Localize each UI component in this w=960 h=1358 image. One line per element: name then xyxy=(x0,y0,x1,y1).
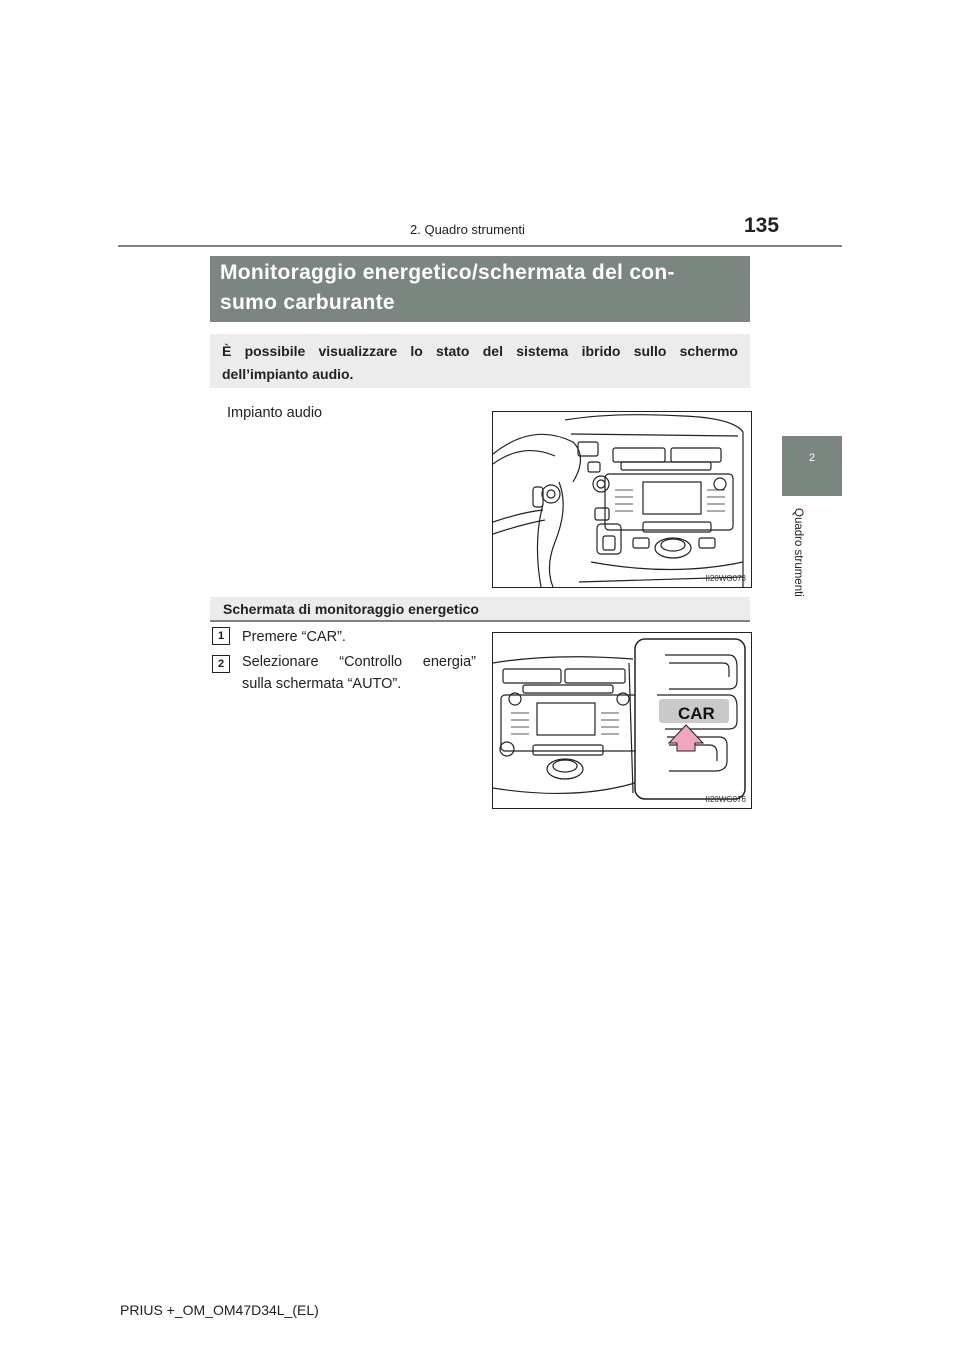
figure2-code: II20WG076 xyxy=(705,795,746,804)
car-button-label: CAR xyxy=(678,704,715,723)
audio-system-illustration xyxy=(492,411,752,588)
footer-document-code: PRIUS +_OM_OM47D34L_(EL) xyxy=(120,1302,319,1318)
header-divider xyxy=(118,245,842,247)
chapter-tab-label-text: Quadro strumenti xyxy=(792,508,804,597)
chapter-tab-number: 2 xyxy=(808,452,816,464)
dashboard-drawing xyxy=(493,412,751,587)
running-header-section: 2. Quadro strumenti xyxy=(410,222,525,237)
chapter-tab xyxy=(782,436,842,496)
section-title xyxy=(210,256,750,322)
step-text-1: Premere “CAR”. xyxy=(242,629,346,645)
step-number-2: 2 xyxy=(212,655,230,673)
intro-text: È possibile visualizzare lo stato del sistema ibrido sullo schermo dell’impianto audio. xyxy=(210,334,750,388)
section-title-line2: sumo carburante xyxy=(220,291,395,314)
car-button-illustration xyxy=(492,632,752,809)
figure1-caption: Impianto audio xyxy=(227,405,323,421)
figure1-code: II20WG073 xyxy=(705,574,746,583)
subsection-title: Schermata di monitoraggio energetico xyxy=(210,597,750,622)
console-buttons-drawing xyxy=(493,633,751,808)
step-number-1: 1 xyxy=(212,627,230,645)
chapter-tab-label xyxy=(792,508,804,618)
page-number: 135 xyxy=(744,214,780,237)
section-title-line1: Monitoraggio energetico/schermata del con- xyxy=(220,261,675,284)
step-text-2: Selezionare “Controllo energia” sulla schermata “AUTO”. xyxy=(242,654,476,692)
